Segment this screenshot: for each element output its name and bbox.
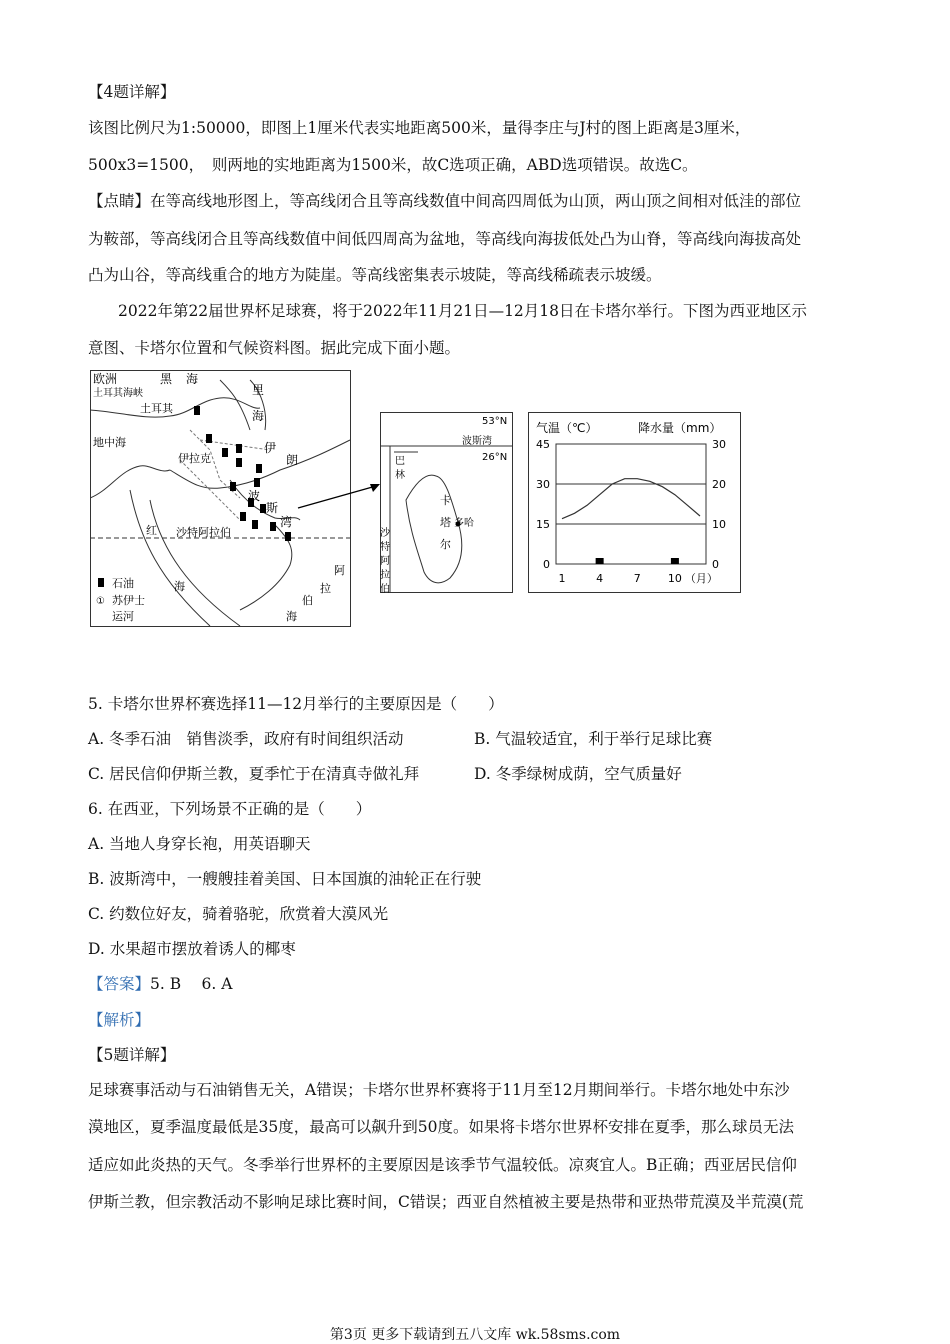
q5-option-d[interactable]: D. 冬季绿树成荫，空气质量好	[474, 765, 682, 783]
map-black-sea-2: 海	[186, 372, 199, 386]
q5-option-b[interactable]: B. 气温较适宜，利于举行足球比赛	[474, 730, 713, 748]
map-saudi: 沙特阿拉伯	[176, 526, 231, 539]
qatar-name-1: 卡	[440, 494, 451, 507]
legend-oil: 石油	[112, 577, 134, 590]
s5-heading: 【5题详解】	[88, 1046, 176, 1064]
qatar-doha: 多哈	[454, 518, 474, 529]
map-europe: 欧洲	[93, 372, 118, 386]
chart-title-right: 降水量（mm）	[638, 421, 722, 435]
s4-text-2: 500x3=1500， 则两地的实地距离为1500米，故C选项正确，ABD选项错误。故选C。	[88, 156, 698, 174]
chart-frame	[529, 413, 741, 593]
map-turkey: 土耳其	[140, 402, 173, 415]
legend-suez-1: 苏伊士	[112, 594, 145, 607]
chart-yright-tick: 30	[712, 438, 726, 451]
chart-yleft-tick: 45	[536, 438, 550, 451]
chart-yright-tick: 0	[712, 558, 719, 571]
map-red-sea: 红	[146, 524, 157, 537]
tip-text-3: 凸为山谷，等高线重合的地方为陡崖。等高线密集表示坡陡，等高线稀疏表示坡缓。	[88, 266, 662, 284]
legend-oil-icon	[98, 578, 104, 587]
chart-x-tick: 1	[558, 572, 566, 585]
precip-bar	[671, 558, 679, 564]
q6-option-c[interactable]: C. 约数位好友，骑着骆驼，欣赏着大漠风光	[88, 905, 389, 923]
chart-yright-tick: 20	[712, 478, 726, 491]
map-arabian-3: 伯	[302, 594, 313, 607]
qatar-saudi-4: 拉	[380, 570, 390, 581]
chart-x-unit: （月）	[684, 572, 718, 585]
map-iran-1: 伊	[264, 441, 277, 455]
qatar-saudi-2: 特	[380, 542, 390, 553]
map-caspian-2: 海	[252, 409, 265, 423]
qatar-bahrain-1: 巴	[395, 456, 405, 467]
chart-title-left: 气温（℃）	[536, 421, 598, 435]
chart-yright-tick: 10	[712, 518, 726, 531]
map-sea: 海	[174, 580, 185, 593]
climate-chart	[528, 412, 742, 594]
s4-text-1: 该图比例尺为1:50000，即图上1厘米代表实地距离500米，量得李庄与J村的图上距离是3厘米，	[88, 119, 751, 137]
s5-text-4: 伊斯兰教，但宗教活动不影响足球比赛时间，C错误；西亚自然植被主要是热带和亚热带荒漠及半荒漠(荒	[88, 1193, 804, 1211]
qatar-gulf: 波斯湾	[462, 436, 492, 447]
arrow-icon	[296, 480, 386, 510]
map-mediterranean: 地中海	[93, 436, 126, 449]
tip-text-2: 为鞍部，等高线闭合且等高线数值中间低四周高为盆地，等高线向海拔低处凸为山脊，等高线向海拔高处	[88, 230, 802, 248]
map-iran-2: 朗	[286, 453, 299, 467]
q5-option-a[interactable]: A. 冬季石油 销售淡季，政府有时间组织活动	[88, 730, 404, 748]
map-gulf-2: 斯	[266, 501, 279, 515]
answer-label: 【答案】	[88, 975, 151, 993]
precip-bar	[596, 558, 604, 564]
map-black-sea-1: 黑	[160, 372, 173, 386]
qatar-saudi-5: 伯	[380, 584, 390, 594]
answer-text: 5. B 6. A	[150, 975, 233, 993]
legend-suez-mark: ①	[96, 596, 105, 607]
map-bosporus: 土耳其海峡	[93, 388, 143, 399]
q6-option-b[interactable]: B. 波斯湾中，一艘艘挂着美国、日本国旗的油轮正在行驶	[88, 870, 482, 888]
qatar-lat-2: 26°N	[482, 452, 508, 463]
s4-heading: 【4题详解】	[88, 83, 176, 101]
intro-text-2: 意图、卡塔尔位置和气候资料图。据此完成下面小题。	[88, 339, 461, 357]
q6-option-a[interactable]: A. 当地人身穿长袍，用英语聊天	[88, 835, 311, 853]
map-arabian-2: 拉	[320, 582, 331, 595]
chart-yleft-tick: 15	[536, 518, 550, 531]
chart-x-tick: 7	[633, 572, 641, 585]
q5-stem: 5. 卡塔尔世界杯赛选择11—12月举行的主要原因是（ ）	[88, 695, 504, 713]
map-iraq: 伊拉克	[178, 452, 211, 465]
footer: 第3页 更多下载请到五八文库 wk.58sms.com	[329, 1327, 621, 1343]
qatar-map	[380, 412, 514, 594]
chart-yleft-tick: 30	[536, 478, 550, 491]
qatar-saudi-3: 阿	[380, 556, 390, 567]
tip-text-1: 【点睛】在等高线地形图上，等高线闭合且等高线数值中间高四周低为山顶，两山顶之间相对低洼的部位	[88, 192, 802, 210]
qatar-bahrain-2: 林	[395, 470, 405, 481]
q5-option-c[interactable]: C. 居民信仰伊斯兰教，夏季忙于在清真寺做礼拜	[88, 765, 420, 783]
qatar-name-3: 尔	[440, 538, 451, 551]
qatar-lat-1: 53°N	[482, 416, 508, 427]
map-gulf-1: 波	[248, 489, 261, 503]
map-arabian-4: 海	[286, 610, 297, 623]
analysis-label: 【解析】	[88, 1011, 151, 1029]
chart-x-tick: 10	[667, 572, 682, 585]
qatar-saudi-1: 沙	[380, 528, 390, 539]
intro-text-1: 2022年第22届世界杯足球赛，将于2022年11月21日—12月18日在卡塔尔举行。下图为西亚地区示	[118, 302, 808, 320]
s5-text-3: 适应如此炎热的天气。冬季举行世界杯的主要原因是该季节气温较低。凉爽宜人。B正确；西亚居民信仰	[88, 1156, 797, 1174]
qatar-name-2: 塔	[440, 516, 451, 529]
legend-suez-2: 运河	[112, 610, 134, 623]
map-gulf-3: 湾	[280, 515, 293, 529]
answer-line	[88, 974, 232, 994]
map-arabian-1: 阿	[334, 564, 345, 577]
chart-x-tick: 4	[596, 572, 604, 585]
q6-option-d[interactable]: D. 水果超市摆放着诱人的椰枣	[88, 940, 296, 958]
chart-yleft-tick: 0	[543, 558, 550, 571]
s5-text-2: 漠地区，夏季温度最低是35度，最高可以飙升到50度。如果将卡塔尔世界杯安排在夏季，那么球员无法	[88, 1118, 794, 1136]
s5-text-1: 足球赛事活动与石油销售无关，A错误；卡塔尔世界杯赛将于11月至12月期间举行。卡塔尔地处中东沙	[88, 1081, 790, 1099]
q6-stem: 6. 在西亚，下列场景不正确的是（ ）	[88, 800, 372, 818]
map-caspian-1: 里	[252, 383, 265, 397]
